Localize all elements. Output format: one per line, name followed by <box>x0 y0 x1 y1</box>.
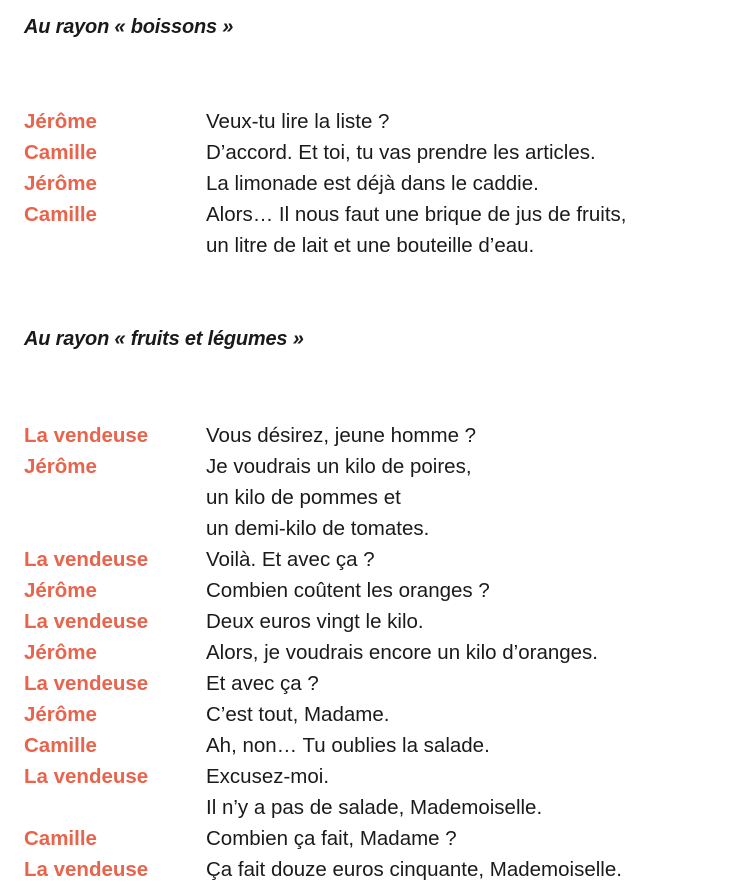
dialogue-line <box>24 823 724 854</box>
line-text: un litre de lait et une bouteille d’eau. <box>206 234 535 257</box>
section-title-boissons: Au rayon « boissons » <box>24 16 234 38</box>
speaker-name: Jérôme <box>24 455 97 478</box>
line-text: Ah, non… Tu oublies la salade. <box>206 734 490 757</box>
speaker-name <box>24 513 206 544</box>
section-title-fruits-legumes: Au rayon « fruits et légumes » <box>24 328 304 350</box>
dialogue-line <box>24 199 724 230</box>
line-text: C’est tout, Madame. <box>206 703 390 726</box>
line-text: Alors… Il nous faut une brique de jus de fruits, <box>206 203 627 226</box>
dialogue-line <box>24 482 724 513</box>
speaker-name: Jérôme <box>24 579 97 602</box>
dialogue-line <box>24 854 724 885</box>
dialogue-line <box>24 606 724 637</box>
speaker-name: Camille <box>24 734 97 757</box>
dialogue-line <box>24 451 724 482</box>
dialogue-line <box>24 637 724 668</box>
line-text: Excusez-moi. <box>206 765 330 788</box>
line-text: Alors, je voudrais encore un kilo d’oranges. <box>206 641 598 664</box>
line-text: Je voudrais un kilo de poires, <box>206 455 472 478</box>
line-text: Ça fait douze euros cinquante, Mademoiselle. <box>206 858 622 881</box>
speaker-name: Jérôme <box>24 641 97 664</box>
dialogue-line <box>24 575 724 606</box>
speaker-name <box>24 482 206 513</box>
speaker-name: La vendeuse <box>24 765 149 788</box>
speaker-name <box>24 792 206 823</box>
dialogue-line <box>24 137 724 168</box>
dialogue-line <box>24 106 724 137</box>
line-text: Il n’y a pas de salade, Mademoiselle. <box>206 796 543 819</box>
speaker-name: La vendeuse <box>24 858 149 881</box>
line-text: D’accord. Et toi, tu vas prendre les articles. <box>206 141 596 164</box>
dialogue-boissons <box>24 106 724 261</box>
dialogue-line <box>24 420 724 451</box>
dialogue-fruits-legumes <box>24 420 724 885</box>
dialogue-line <box>24 761 724 792</box>
speaker-name: Camille <box>24 827 97 850</box>
speaker-name: Jérôme <box>24 110 97 133</box>
speaker-name: Camille <box>24 203 97 226</box>
line-text: Et avec ça ? <box>206 672 319 695</box>
dialogue-line <box>24 792 724 823</box>
line-text: un kilo de pommes et <box>206 486 401 509</box>
dialogue-line <box>24 699 724 730</box>
dialogue-line <box>24 168 724 199</box>
line-text: Combien coûtent les oranges ? <box>206 579 490 602</box>
speaker-name: Jérôme <box>24 172 97 195</box>
speaker-name: La vendeuse <box>24 610 149 633</box>
line-text: Combien ça fait, Madame ? <box>206 827 457 850</box>
dialogue-line <box>24 513 724 544</box>
line-text: un demi-kilo de tomates. <box>206 517 430 540</box>
speaker-name: La vendeuse <box>24 548 149 571</box>
line-text: La limonade est déjà dans le caddie. <box>206 172 539 195</box>
dialogue-line <box>24 668 724 699</box>
speaker-name: Camille <box>24 141 97 164</box>
line-text: Voilà. Et avec ça ? <box>206 548 375 571</box>
dialogue-line <box>24 730 724 761</box>
line-text: Veux-tu lire la liste ? <box>206 110 390 133</box>
speaker-name: La vendeuse <box>24 672 149 695</box>
speaker-name <box>24 230 206 261</box>
dialogue-line <box>24 230 724 261</box>
line-text: Vous désirez, jeune homme ? <box>206 424 477 447</box>
speaker-name: Jérôme <box>24 703 97 726</box>
speaker-name: La vendeuse <box>24 424 149 447</box>
dialogue-line <box>24 544 724 575</box>
line-text: Deux euros vingt le kilo. <box>206 610 424 633</box>
